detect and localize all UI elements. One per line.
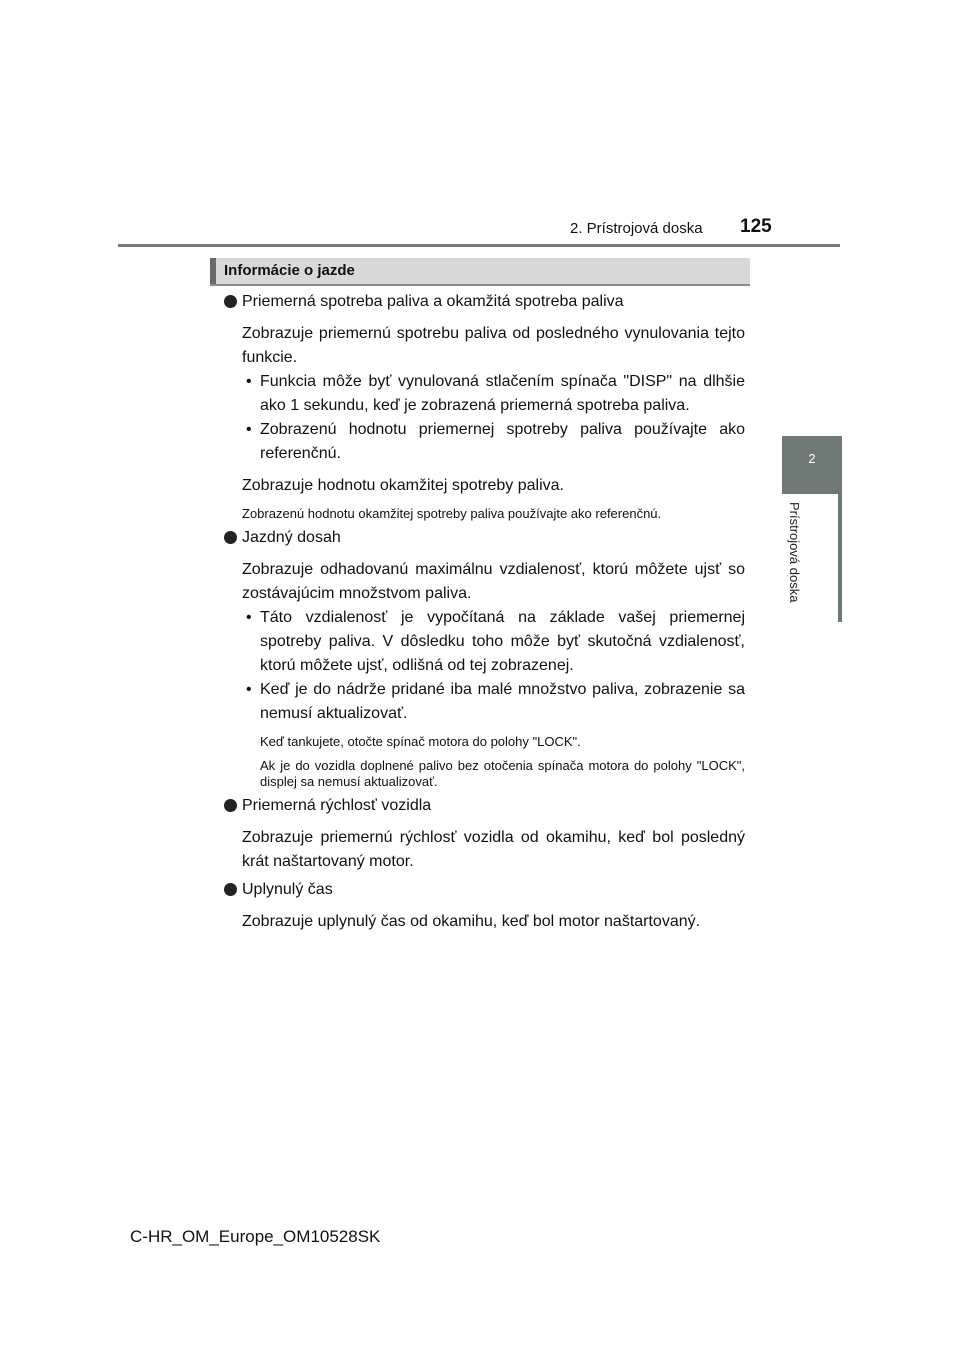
sub-text: Táto vzdialenosť je vypočítaná na základe vašej priemernej spotreby paliva. V dôsledku toho môže byť skutočná vzdialenosť, ktorú môžete ujsť, odlišná od tej zobrazenej. [260,609,745,674]
item-fuel-consumption [210,290,745,522]
paragraph: Zobrazuje priemernú rýchlosť vozidla od okamihu, keď bol posledný krát naštartovaný motor. [242,829,745,870]
sub-text: Keď je do nádrže pridané iba malé množstvo paliva, zobrazenie sa nemusí aktualizovať. [260,681,745,722]
note: Zobrazenú hodnotu okamžitej spotreby paliva používajte ako referenčnú. [242,506,662,521]
item-average-speed [210,794,745,874]
bullet-heading [210,878,745,902]
side-tab-number: 2 [782,436,842,494]
paragraph: Zobrazuje uplynulý čas od okamihu, keď bol motor naštartovaný. [242,913,701,930]
note: Keď tankujete, otočte spínač motora do polohy "LOCK". [260,734,581,749]
section-marker [210,258,216,284]
side-tab-label: Prístrojová doska [787,502,802,603]
sub-text: Zobrazenú hodnotu priemernej spotreby paliva používajte ako referenčnú. [260,421,745,462]
sub-bullet-icon: • [246,681,252,698]
sub-text: Funkcia môže byť vynulovaná stlačením spínača "DISP" na dlhšie ako 1 sekundu, keď je zobrazená priemerná spotreba paliva. [260,373,745,414]
sub-list [210,370,745,466]
bullet-title: Jazdný dosah [242,529,341,546]
sub-bullet-icon: • [246,609,252,626]
sub-list [210,606,745,726]
sub-item [242,678,745,726]
bullet-dot-icon [224,295,237,308]
header-chapter: 2. Prístrojová doska [570,220,703,237]
footer-code: C-HR_OM_Europe_OM10528SK [130,1227,381,1246]
section-header [210,258,750,286]
sub-item [242,370,745,418]
sub-item [242,606,745,678]
bullet-heading [210,526,745,550]
side-tab-bar [838,436,842,622]
paragraph: Zobrazuje odhadovanú maximálnu vzdialenosť, ktorú môžete ujsť so zostávajúcim množstvom paliva. [242,561,745,602]
bullet-dot-icon [224,799,237,812]
bullet-title: Priemerná spotreba paliva a okamžitá spotreba paliva [242,293,624,310]
content [210,290,745,934]
note: Ak je do vozidla doplnené palivo bez otočenia spínača motora do polohy "LOCK", displej sa nemusí aktualizovať. [260,758,745,789]
item-elapsed-time [210,878,745,934]
page-number: 125 [740,216,772,237]
bullet-dot-icon [224,883,237,896]
bullet-heading [210,794,745,818]
sub-item [242,418,745,466]
side-tab-label-wrap [786,502,810,622]
bullet-title: Uplynulý čas [242,881,333,898]
sub-bullet-icon: • [246,373,252,390]
paragraph: Zobrazuje priemernú spotrebu paliva od posledného vynulovania tejto funkcie. [242,325,745,366]
bullet-title: Priemerná rýchlosť vozidla [242,797,432,814]
header-rule [118,244,840,247]
paragraph: Zobrazuje hodnotu okamžitej spotreby paliva. [242,477,564,494]
bullet-heading [210,290,745,314]
sub-bullet-icon: • [246,421,252,438]
section-title: Informácie o jazde [224,262,355,279]
bullet-dot-icon [224,531,237,544]
item-driving-range [210,526,745,790]
